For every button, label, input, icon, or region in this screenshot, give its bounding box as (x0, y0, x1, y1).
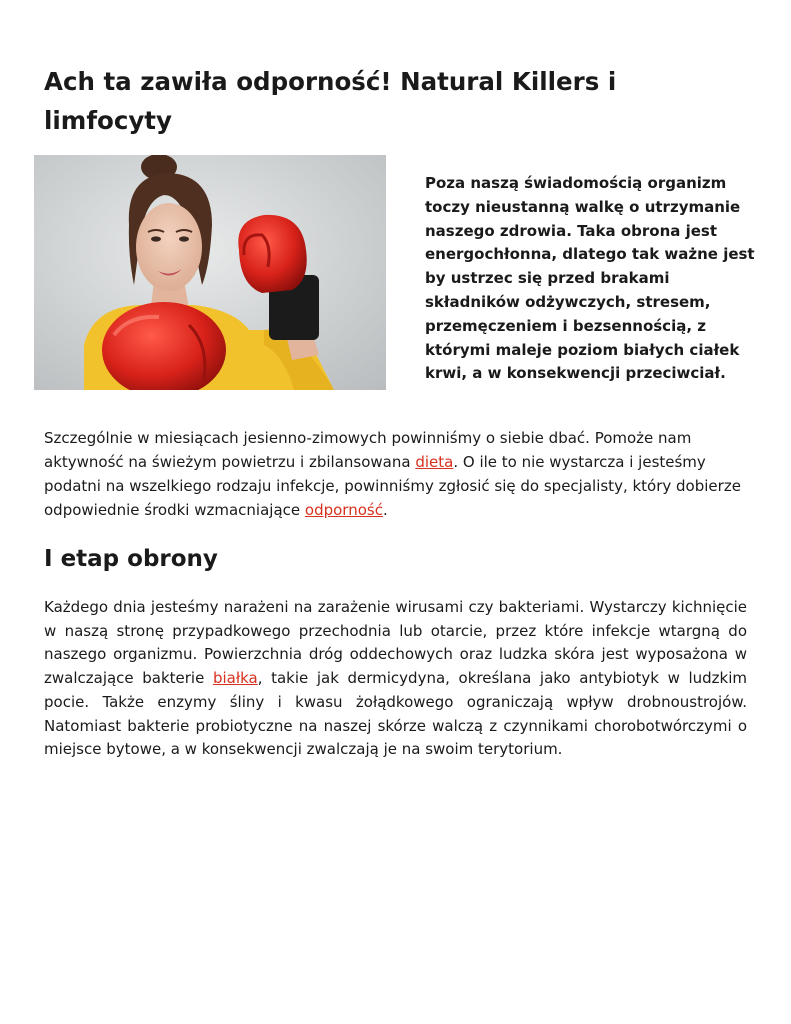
paragraph-text: . (382, 501, 388, 519)
article-hero-image (34, 155, 386, 390)
article-lead: Poza naszą świadomością organizm toczy nieustanną walkę o utrzymanie naszego zdrowia. Taka obrona jest energochłonna, dlatego tak ważne jest by ustrzec się przed brakami składników odżywczych, stresem, przemęczeniem i bezsennością, z którymi maleje poziom białych ciałek krwi, a w konsekwencji przeciwciał. (425, 174, 755, 383)
paragraph-text: . O ile to nie wystarcza i jesteśmy podatni na wszelkiego rodzaju infekcje, powinniśmy zgłosić się do specjalisty, który dobierze odpowiednie środki wzmacniające (44, 453, 741, 519)
paragraph-text: Każdego dnia jesteśmy narażeni na zarażenie wirusami czy bakteriami. Wystarczy kichnięcie w naszą stronę przypadkowego przechodnia lub otarcie, przez które infekcje wtargną do naszego organizmu. Powierzchnia dróg oddechowych oraz ludzka skóra jest wyposażona w zwalczające bakterie (44, 598, 747, 688)
article-paragraph-2 (44, 596, 747, 762)
section-heading: I etap obrony (44, 546, 218, 572)
article-title: Ach ta zawiła odporność! Natural Killers i limfocyty (44, 67, 617, 135)
article-paragraph-1 (44, 426, 749, 522)
link-bialka[interactable]: białka (212, 669, 258, 688)
paragraph-text: Szczególnie w miesiącach jesienno-zimowych powinniśmy o siebie dbać. Pomoże nam aktywność na świeżym powietrzu i zbilansowana (44, 429, 692, 471)
paragraph-text: , takie jak dermicydyna, określana jako antybiotyk w ludzkim pocie. Także enzymy śliny i kwasu żołądkowego ograniczają wpływ drobnoustrojów. Natomiast bakterie probiotyczne na naszej skórze walczą z czynnikami chorobotwórczymi o miejsce bytowe, a w konsekwencji zwalczają je na swoim terytorium. (44, 669, 747, 759)
link-dieta[interactable]: dieta (415, 453, 454, 471)
link-odpornosc[interactable]: odporność (304, 501, 383, 519)
